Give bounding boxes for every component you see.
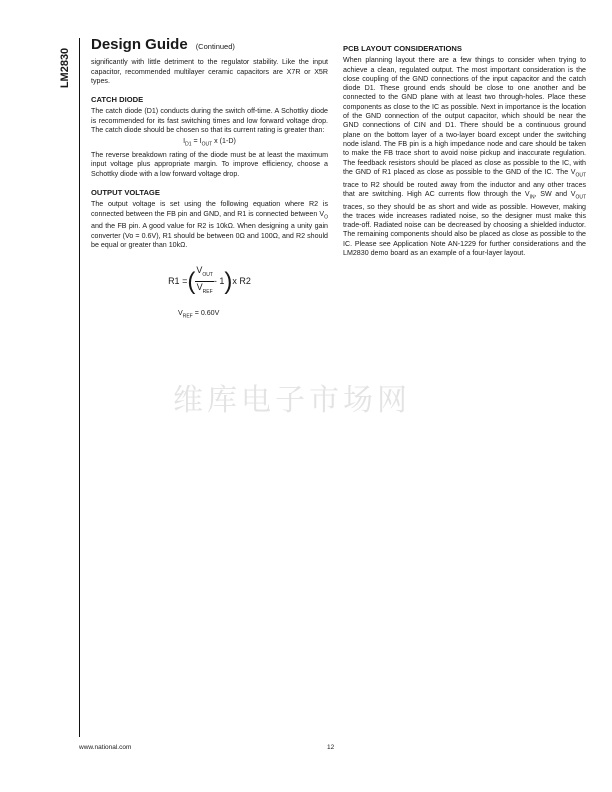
catch-diode-paragraph-1: The catch diode (D1) conducts during the switch off-time. A Schottky diode is recommended for its fast switching times and low forward voltage drop. The catch diode should be chosen so that its current rating is greater than: <box>91 107 328 135</box>
output-voltage-heading: OUTPUT VOLTAGE <box>91 187 160 197</box>
right-column <box>343 44 586 260</box>
page-header <box>91 36 328 53</box>
r1-equation: R1 = ( $\frac{V_{OUT}}{V_{REF}}$ - 1 ) x R2 <box>91 266 328 297</box>
footer-page-number: 12 <box>327 744 335 751</box>
doc-id-text: LM2830 <box>59 47 71 89</box>
page-title: Design Guide <box>91 36 188 53</box>
catch-diode-heading: CATCH DIODE <box>91 95 144 105</box>
vref-value: $V_{REF} = 0.60V$ <box>178 309 220 320</box>
diode-current-equation: $I_{D1} = I_{OUT}$ x (1-D) <box>183 137 236 148</box>
pcb-layout-heading: PCB LAYOUT CONSIDERATIONS <box>343 44 462 53</box>
vout-vref-fraction: $\frac{V_{OUT}}{V_{REF}}$ <box>196 265 213 296</box>
intro-paragraph: significantly with little detriment to the regulator stability. Like the input capacitor, recommended multilayer ceramic capacitors are X7R or X5R types. <box>91 58 328 85</box>
left-column <box>91 38 328 322</box>
continued-label: (Continued) <box>195 42 235 51</box>
sidebar-doc-id <box>57 38 73 98</box>
catch-diode-paragraph-2: The reverse breakdown rating of the diode must be at least the maximum input voltage plus appropriate margin. To improve efficiency, choose a Schottky diode with a low forward voltage drop. <box>91 151 328 178</box>
pcb-layout-paragraph: When planning layout there are a few things to consider when trying to achieve a clean, regulated output. The most important consideration is the close coupling of the GND connections of the input capacitor and the catch diode D1. These ground ends should be close to one another and be connected to the GND plane with at least two through-holes. Place these components as close to the IC as possible. Next in importance is the location of the GND connection of the output capacitor, which should be near the GND connections of CIN and D1. There should be a continuous ground plane on the bottom layer of a two-layer board except under the switching node island. The FB pin is a high impedance node and care should be taken to make the FB trace short to avoid noise pickup and inaccurate regulation. The feedback resistors should be placed as close as possible to the IC, with the GND of R1 placed as close as possible to the GND of the IC. The $V_{OUT}$ trace to R2 should be routed away from the inductor and any other traces that are switching. High AC currents flow through the $V_{IN}$, SW and $V_{OUT}$ traces, so they should be as short and wide as possible. However, making the traces wide increases radiated noise, so the designer must make this trade-off. Radiated noise can be decreased by choosing a shielded inductor. The remaining components should also be placed as close as possible to the IC. Please see Application Note AN-1229 for further considerations and the LM2830 demo board as an example of a four-layer layout. <box>343 56 586 258</box>
output-voltage-paragraph: The output voltage is set using the following equation where R2 is connected between the FB pin and GND, and R1 is connected between $V_O$ and the FB pin. A good value for R2 is 10kΩ. When designing a unity gain converter (Vo = 0.6V), R1 should be between 0Ω and 100Ω, and R2 should be equal or greater than 10kΩ. <box>91 200 328 249</box>
footer-website[interactable]: www.national.com <box>79 744 132 751</box>
watermark: 维库电子市场网 <box>173 383 411 418</box>
